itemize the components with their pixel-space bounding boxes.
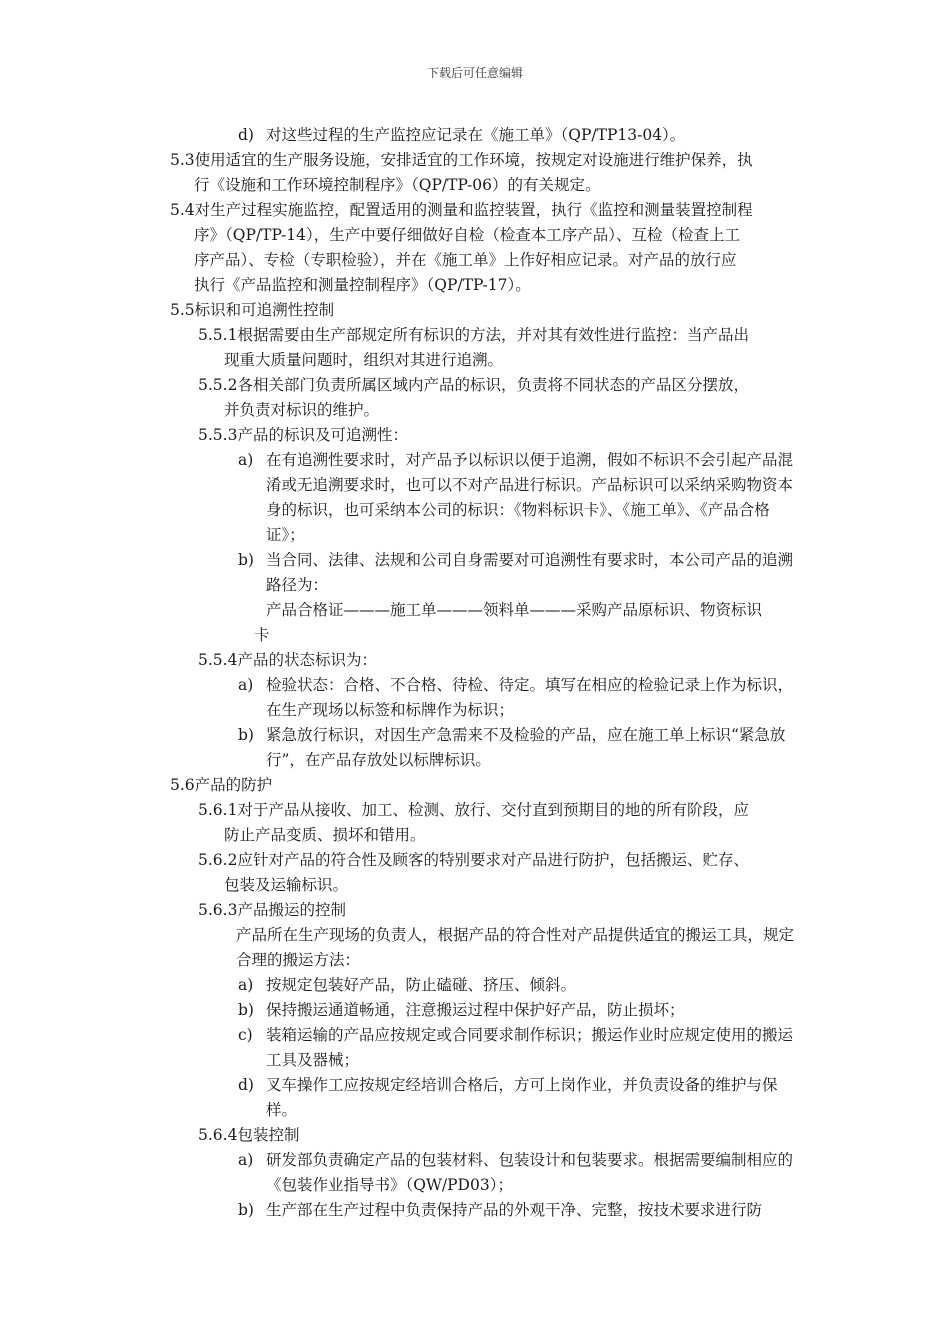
list-text: 在有追溯性要求时，对产品予以标识以便于追溯，假如不标识不会引起产品混淆或无追溯要求时，也可以不对产品进行标识。产品标识可以采纳采购物资本身的标识，也可采纳本公司的标识：《物料标识卡》、《施工单》、《产品合格证》； [266,451,794,544]
section-5-6-1-line1: 5.6.1对于产品从接收、加工、检测、放行、交付直到预期目的地的所有阶段，应 [198,801,749,819]
list-marker: a) [238,676,254,694]
list-text: 装箱运输的产品应按规定或合同要求制作标识；搬运作业时应规定使用的搬运工具及器械； [266,1026,794,1069]
traceability-chain-line2: 卡 [254,626,270,644]
list-marker: b) [238,726,254,744]
list-item-d-top [238,123,808,148]
list-marker: d) [238,1076,254,1094]
list-item-5-5-3-a [238,448,808,548]
list-text: 生产部在生产过程中负责保持产品的外观干净、完整，按技术要求进行防 [266,1201,763,1219]
list-item-5-6-3-a [238,973,808,998]
traceability-chain-line1: 产品合格证———施工单———领料单———采购产品原标识、物资标识 [266,601,763,619]
traceability-chain [254,598,808,648]
section-5-3-line1: 5.3使用适宜的生产服务设施，安排适宜的工作环境，按规定对设施进行维护保养，执 [170,151,753,169]
list-marker: b) [238,1201,254,1219]
section-5-4-line4: 执行《产品监控和测量控制程序》（QP/TP-17）。 [194,276,531,294]
section-5-5-1-line1: 5.5.1根据需要由生产部规定所有标识的方法，并对其有效性进行监控：当产品出 [198,326,749,344]
page-header: 下载后可任意编辑 [426,66,523,80]
section-5-6-3-body: 产品所在生产现场的负责人，根据产品的符合性对产品提供适宜的搬运工具，规定合理的搬运方法： [236,926,795,969]
section-5-5-1 [198,323,808,373]
section-5-4-line1: 5.4对生产过程实施监控，配置适用的测量和监控装置，执行《监控和测量装置控制程 [170,201,753,219]
list-marker: a) [238,976,254,994]
list-marker: b) [238,1001,254,1019]
section-5-6-2-line1: 5.6.2应针对产品的符合性及顾客的特别要求对产品进行防护，包括搬运、贮存、 [198,851,749,869]
section-5-5-1-line2: 现重大质量问题时，组织对其进行追溯。 [224,351,504,369]
section-5-6-2-line2: 包装及运输标识。 [224,876,349,894]
list-marker: c) [238,1026,253,1044]
section-5-4-line3: 序产品）、专检（专职检验），并在《施工单》上作好相应记录。对产品的放行应 [194,251,737,269]
section-5-5-3-title: 5.5.3产品的标识及可追溯性： [198,426,408,444]
list-text: 研发部负责确定产品的包装材料、包装设计和包装要求。根据需要编制相应的《包装作业指导书》（QW/PD03）； [266,1151,794,1194]
list-text: 检验状态：合格、不合格、待检、待定。填写在相应的检验记录上作为标识，在生产现场以标签和标牌作为标识； [266,676,794,719]
section-5-5-4-title: 5.5.4产品的状态标识为： [198,651,377,669]
list-text: 保持搬运通道畅通，注意搬运过程中保护好产品，防止损坏； [266,1001,685,1019]
list-item-5-6-3-b [238,998,808,1023]
section-5-5-2 [198,373,808,423]
list-item-5-6-3-c [238,1023,808,1073]
section-5-6-3-title: 5.6.3产品搬运的控制 [198,901,346,919]
list-item-5-6-4-a [238,1148,808,1198]
list-marker: a) [238,1151,254,1169]
section-5-6-1-line2: 防止产品变质、损坏和错用。 [224,826,426,844]
section-5-3 [170,148,808,198]
list-text: 叉车操作工应按规定经培训合格后，方可上岗作业，并负责设备的维护与保样。 [266,1076,778,1119]
list-marker: d) [238,126,254,144]
list-item-5-5-4-a [238,673,808,723]
document-body [0,123,950,1223]
section-5-6-4-title: 5.6.4包装控制 [198,1126,300,1144]
section-5-5-title: 5.5标识和可追溯性控制 [170,301,335,319]
list-marker: b) [238,551,254,569]
list-item-5-6-3-d [238,1073,808,1123]
list-item-5-5-4-b [238,723,808,773]
list-text: 紧急放行标识，对因生产急需来不及检验的产品，应在施工单上标识“紧急放行”，在产品存放处以标牌标识。 [266,726,786,769]
section-5-5-2-line1: 5.5.2各相关部门负责所属区域内产品的标识，负责将不同状态的产品区分摆放， [198,376,749,394]
list-text: 对这些过程的生产监控应记录在《施工单》（QP/TP13-04）。 [266,126,686,144]
list-item-5-6-4-b [238,1198,808,1223]
section-5-6-1 [198,798,808,848]
section-5-6-title: 5.6产品的防护 [170,776,273,794]
list-text: 按规定包装好产品，防止磕碰、挤压、倾斜。 [266,976,577,994]
list-marker: a) [238,451,254,469]
list-item-5-5-3-b [238,548,808,598]
section-5-6-2 [198,848,808,898]
section-5-4 [170,198,808,298]
section-5-3-line2: 行《设施和工作环境控制程序》（QP/TP-06）的有关规定。 [194,176,601,194]
section-5-4-line2: 序》（QP/TP-14），生产中要仔细做好自检（检查本工序产品）、互检（检查上工 [194,226,740,244]
list-text: 当合同、法律、法规和公司自身需要对可追溯性有要求时，本公司产品的追溯路径为： [266,551,794,594]
section-5-5-2-line2: 并负责对标识的维护。 [224,401,380,419]
